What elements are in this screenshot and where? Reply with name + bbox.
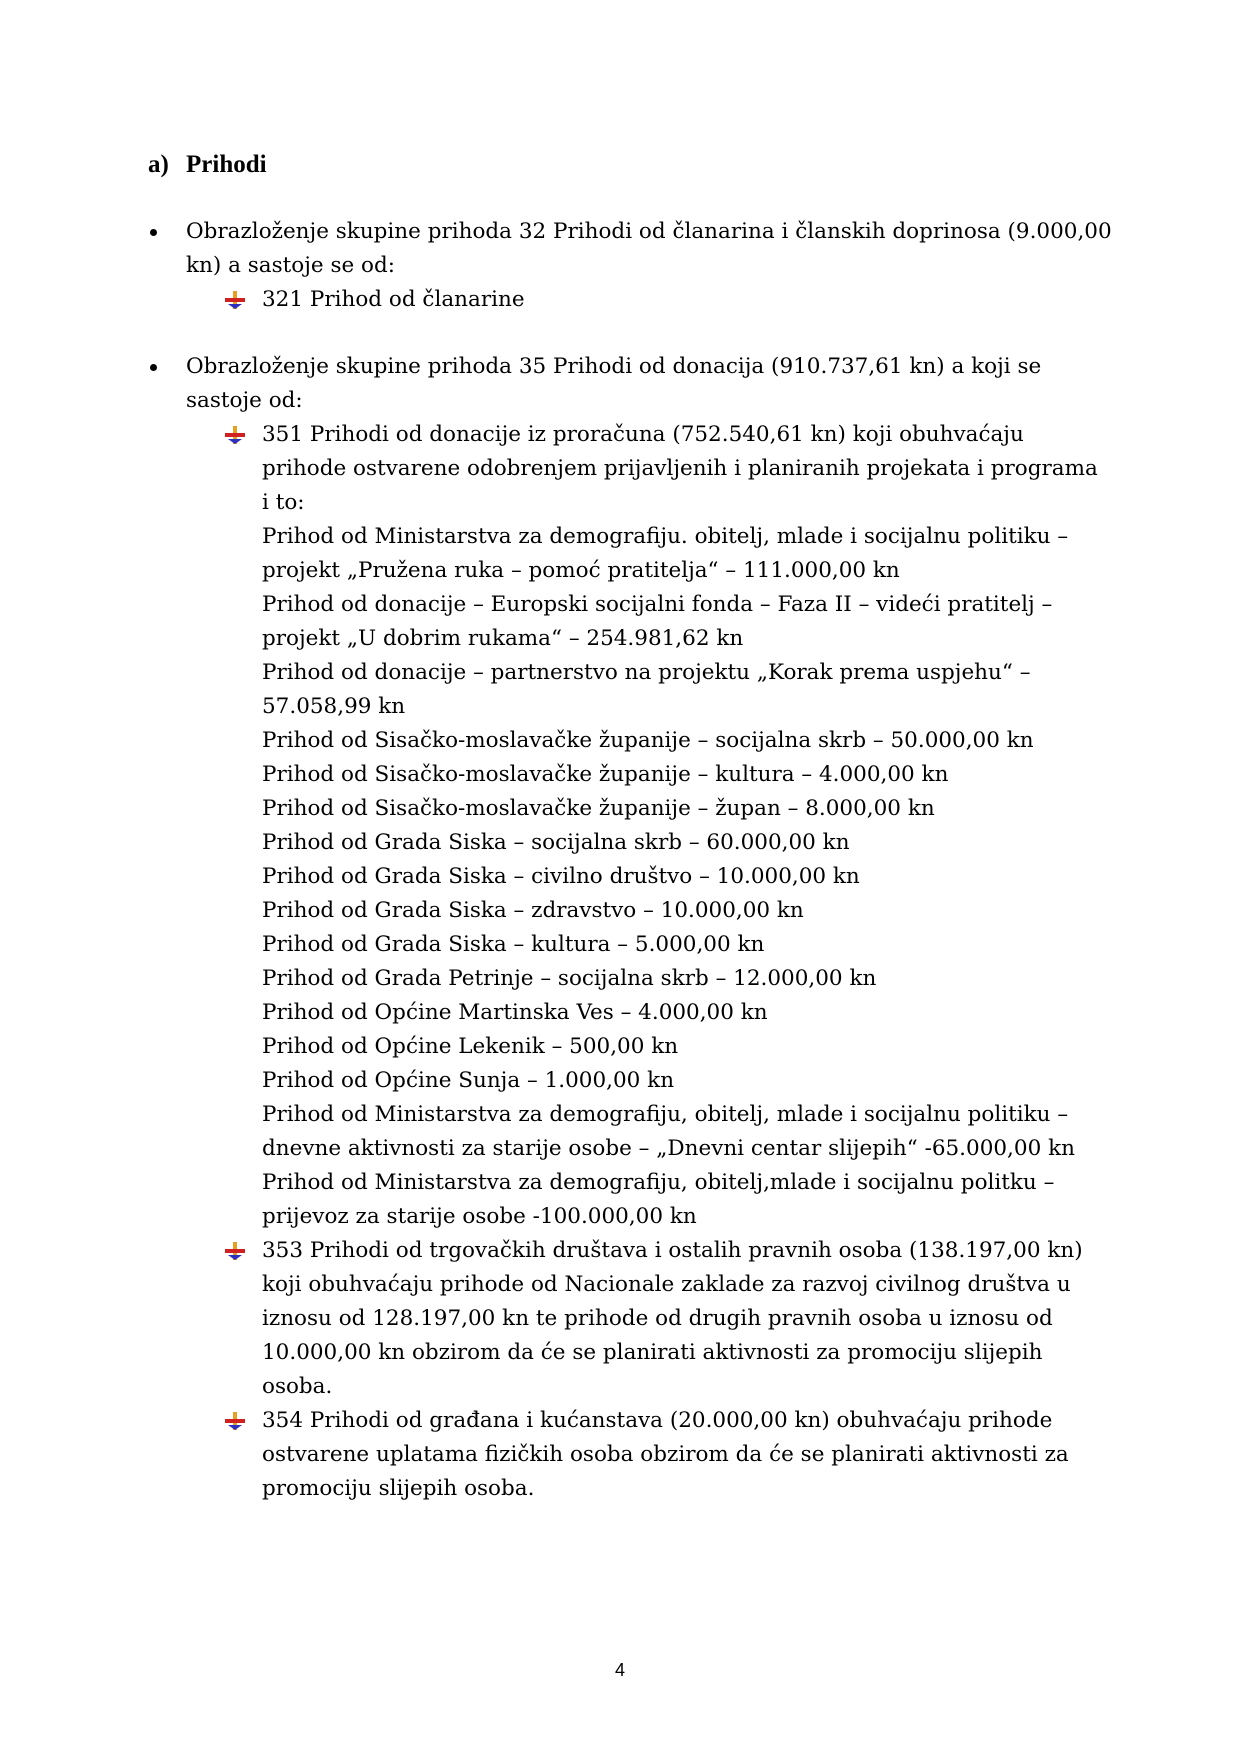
sub-line: Prihod od Općine Lekenik – 500,00 kn [262, 1034, 679, 1059]
sub-line: prihode ostvarene odobrenjem prijavljenih i planiranih projekata i programa [262, 456, 1098, 481]
arrow-bullet-icon [224, 1412, 246, 1430]
sub-line: koji obuhvaćaju prihode od Nacionale zaklade za razvoj civilnog društva u [262, 1272, 1071, 1297]
arrow-bullet-icon [224, 1242, 246, 1260]
sub-line: Prihod od Općine Martinska Ves – 4.000,00 kn [262, 1000, 768, 1025]
sub-line: Prihod od Ministarstva za demografiju, obitelj,mlade i socijalnu politku – [262, 1170, 1055, 1195]
sub-line: Prihod od Ministarstva za demografiju. obitelj, mlade i socijalnu politiku – [262, 524, 1069, 549]
sub-line: projekt „U dobrim rukama“ – 254.981,62 kn [262, 626, 744, 651]
sub-line: 321 Prihod od članarine [262, 287, 525, 312]
sub-line: dnevne aktivnosti za starije osobe – „Dnevni centar slijepih“ -65.000,00 kn [262, 1136, 1075, 1161]
sub-line: Prihod od Grada Siska – socijalna skrb – 60.000,00 kn [262, 830, 850, 855]
sub-line: iznosu od 128.197,00 kn te prihode od drugih pravnih osoba u iznosu od [262, 1306, 1053, 1331]
bullet-line: kn) a sastoje se od: [186, 253, 395, 278]
sub-line: projekt „Pružena ruka – pomoć pratitelja“ – 111.000,00 kn [262, 558, 900, 583]
sub-item-354 [262, 1404, 1122, 1506]
bullet-line: Obrazloženje skupine prihoda 35 Prihodi od donacija (910.737,61 kn) a koji se [186, 354, 1042, 379]
sub-line: Prihod od donacije – Europski socijalni fonda – Faza II – videći pratitelj – [262, 592, 1053, 617]
sub-line: 10.000,00 kn obzirom da će se planirati aktivnosti za promociju slijepih [262, 1340, 1043, 1365]
sub-line: Prihod od Grada Siska – civilno društvo – 10.000,00 kn [262, 864, 860, 889]
sub-line: Prihod od Sisačko-moslavačke županije – župan – 8.000,00 kn [262, 796, 935, 821]
bullet-item-2 [186, 350, 1126, 418]
sub-line: 351 Prihodi od donacije iz proračuna (752.540,61 kn) koji obuhvaćaju [262, 422, 1024, 447]
sub-item-353 [262, 1234, 1122, 1404]
sub-line: 353 Prihodi od trgovačkih društava i ostalih pravnih osoba (138.197,00 kn) [262, 1238, 1083, 1263]
sub-line: Prihod od Grada Siska – kultura – 5.000,00 kn [262, 932, 765, 957]
page-number: 4 [614, 1660, 625, 1680]
sub-line: 57.058,99 kn [262, 694, 406, 719]
heading-number: a) [148, 151, 169, 178]
sub-line: promociju slijepih osoba. [262, 1476, 535, 1501]
heading-title: Prihodi [186, 151, 267, 178]
sub-line: ostvarene uplatama fizičkih osoba obzirom da će se planirati aktivnosti za [262, 1442, 1069, 1467]
sub-line: Prihod od Grada Siska – zdravstvo – 10.000,00 kn [262, 898, 804, 923]
bullet-item-1 [186, 215, 1126, 283]
sub-line: 354 Prihodi od građana i kućanstava (20.000,00 kn) obuhvaćaju prihode [262, 1408, 1053, 1433]
arrow-bullet-icon [224, 291, 246, 309]
sub-line: Prihod od Grada Petrinje – socijalna skrb – 12.000,00 kn [262, 966, 877, 991]
sub-line: osoba. [262, 1374, 333, 1399]
bullet-line: Obrazloženje skupine prihoda 32 Prihodi od članarina i članskih doprinosa (9.000,00 [186, 219, 1112, 244]
sub-line: Prihod od Ministarstva za demografiju, obitelj, mlade i socijalnu politiku – [262, 1102, 1069, 1127]
sub-line: Prihod od Sisačko-moslavačke županije – socijalna skrb – 50.000,00 kn [262, 728, 1034, 753]
section-heading [148, 148, 267, 182]
sub-line: Prihod od Općine Sunja – 1.000,00 kn [262, 1068, 675, 1093]
sub-item-321 [262, 283, 1122, 317]
sub-line: Prihod od Sisačko-moslavačke županije – kultura – 4.000,00 kn [262, 762, 949, 787]
arrow-bullet-icon [224, 426, 246, 444]
bullet-dot-icon [150, 364, 157, 371]
bullet-dot-icon [150, 229, 157, 236]
sub-line: i to: [262, 490, 305, 515]
sub-item-351 [262, 418, 1122, 1234]
sub-line: Prihod od donacije – partnerstvo na projektu „Korak prema uspjehu“ – [262, 660, 1031, 685]
bullet-line: sastoje od: [186, 388, 303, 413]
sub-line: prijevoz za starije osobe -100.000,00 kn [262, 1204, 697, 1229]
